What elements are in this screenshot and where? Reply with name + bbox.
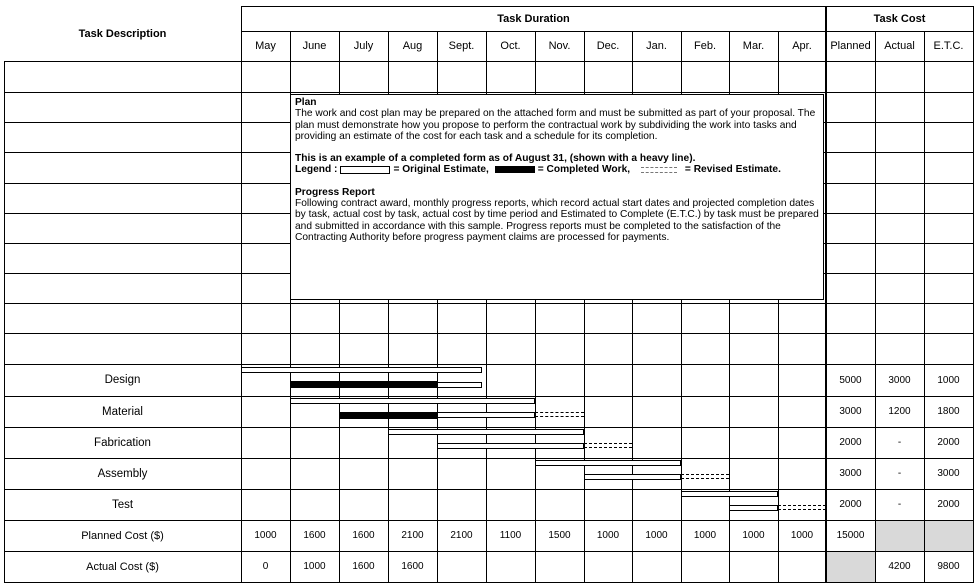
cost-column-header: Actual xyxy=(884,40,915,52)
etc-value: 1800 xyxy=(937,406,960,417)
month-header: Mar. xyxy=(742,40,765,52)
legend xyxy=(295,164,819,175)
test-revised-dashed-bar xyxy=(778,505,826,510)
cost-column-header: E.T.C. xyxy=(933,40,964,52)
grid-line-col xyxy=(241,6,242,583)
month-header: July xyxy=(353,40,374,52)
actual-cost-value: - xyxy=(897,437,902,448)
fabrication-revised-bar xyxy=(437,443,584,449)
planned-cost-month: 1000 xyxy=(693,530,717,541)
legend-revised: = Revised Estimate. xyxy=(684,164,781,176)
design-original-bar xyxy=(241,367,482,373)
etc-value: 3000 xyxy=(937,468,960,479)
planned-cost-value: 2000 xyxy=(839,499,862,510)
month-header: Feb. xyxy=(693,40,716,52)
plan-text: The work and cost plan may be prepared on the attached form and must be submitted as part of your proposal. The plan must demonstrate how you propose to perform the contractual work by subdividing the work into tasks and providing an estimate of the cost for each task and a schedule for its completion. xyxy=(295,108,816,142)
task-name: Test xyxy=(111,498,134,511)
etc-total: 9800 xyxy=(937,561,960,572)
actual-cost-month xyxy=(632,551,681,582)
actual-cost-value: 3000 xyxy=(888,374,911,386)
assembly-original-bar xyxy=(535,460,681,466)
actual-cost-month: 0 xyxy=(262,561,269,572)
shaded-cell-planned-total xyxy=(827,552,875,582)
actual-cost-month xyxy=(535,551,584,582)
design-revised-bar xyxy=(437,382,482,388)
month-header: Oct. xyxy=(500,40,521,52)
actual-cost-month xyxy=(486,551,535,582)
material-original-bar xyxy=(290,398,535,404)
planned-cost-month: 1000 xyxy=(596,530,620,541)
actual-cost-month xyxy=(584,551,632,582)
task-name: Material xyxy=(102,405,143,418)
actual-cost-value: - xyxy=(897,468,902,479)
task-duration-header: Task Duration xyxy=(497,12,570,25)
planned-cost-total: 15000 xyxy=(836,530,865,541)
legend-completed: = Completed Work, xyxy=(537,164,631,176)
task-name: Design xyxy=(104,374,141,386)
planned-cost-month: 1600 xyxy=(352,530,375,541)
actual-cost-month xyxy=(437,551,486,582)
grid-line-row xyxy=(4,92,974,93)
task-name: Fabrication xyxy=(94,436,151,449)
shaded-cell-actual-total xyxy=(876,521,924,551)
actual-cost-value: 1200 xyxy=(888,406,911,417)
actual-cost-month xyxy=(729,551,778,582)
planned-cost-month: 1000 xyxy=(790,530,814,541)
assembly-revised-bar xyxy=(584,474,681,480)
actual-cost-month xyxy=(681,551,729,582)
planned-cost-value: 3000 xyxy=(839,406,862,417)
planned-cost-value: 5000 xyxy=(839,374,862,386)
completed-work-swatch xyxy=(495,166,535,173)
planned-cost-month: 1000 xyxy=(742,530,765,541)
month-header: Jan. xyxy=(646,40,667,52)
legend-original: = Original Estimate, xyxy=(393,164,489,176)
month-header: Dec. xyxy=(596,40,620,52)
grid-line-row xyxy=(4,333,974,334)
instructions-box xyxy=(290,94,824,300)
etc-value: 2000 xyxy=(937,437,960,448)
planned-cost-month: 1000 xyxy=(645,530,668,541)
legend-label: Legend : xyxy=(295,164,338,176)
planned-cost-month: 2100 xyxy=(450,530,473,541)
planned-cost-value: 3000 xyxy=(839,468,862,479)
actual-cost-label: Actual Cost ($) xyxy=(86,560,159,573)
example-line: This is an example of a completed form as of August 31, (shown with a heavy line). xyxy=(295,153,696,165)
fabrication-revised-dashed-bar xyxy=(584,443,632,448)
task-cost-header: Task Cost xyxy=(873,12,926,25)
fabrication-original-bar xyxy=(388,429,584,435)
planned-cost-month: 1500 xyxy=(548,530,571,541)
design-completed-bar xyxy=(290,381,437,388)
task-name: Assembly xyxy=(97,467,148,480)
progress-text: Following contract award, monthly progress reports, which record actual start dates and projected completion dates by task, actual cost by task, actual cost by time period and Estimated to Complete (E.T.C.) by task must be prepared and submitted in accordance with this sample. Progress reports must be completed to the satisfaction of the Contracting Authority before progress payment claims are processed for payments. xyxy=(295,198,819,243)
shaded-cell-etc-total xyxy=(925,521,973,551)
test-original-bar xyxy=(681,491,778,497)
actual-cost-month xyxy=(778,551,826,582)
planned-cost-month: 2100 xyxy=(401,530,424,541)
revised-estimate-swatch xyxy=(641,167,677,173)
planned-cost-value: 2000 xyxy=(839,437,862,448)
material-revised-bar xyxy=(437,412,535,418)
actual-cost-month: 1600 xyxy=(352,561,375,572)
month-header: Aug xyxy=(402,40,423,52)
grid-line-row xyxy=(4,582,974,583)
assembly-revised-dashed-bar xyxy=(681,474,729,479)
actual-cost-month: 1000 xyxy=(303,561,326,572)
test-revised-bar xyxy=(729,505,778,511)
progress-title: Progress Report xyxy=(295,186,375,198)
material-completed-bar xyxy=(339,412,437,419)
grid-line-row xyxy=(4,61,974,62)
plan-title: Plan xyxy=(295,97,317,108)
month-header: Apr. xyxy=(792,40,812,52)
actual-cost-month: 1600 xyxy=(401,561,424,572)
month-header: June xyxy=(302,40,327,52)
month-header: May xyxy=(255,40,276,52)
etc-value: 1000 xyxy=(937,374,960,386)
planned-cost-month: 1100 xyxy=(499,530,522,541)
etc-value: 2000 xyxy=(937,499,960,510)
month-header: Sept. xyxy=(448,40,475,52)
planned-cost-month: 1000 xyxy=(254,530,277,541)
grid-line-row xyxy=(4,303,974,304)
original-estimate-swatch xyxy=(340,166,390,174)
actual-cost-total: 4200 xyxy=(888,561,911,572)
planned-cost-label: Planned Cost ($) xyxy=(81,529,164,542)
cost-column-header: Planned xyxy=(830,40,871,52)
actual-cost-value: - xyxy=(897,499,902,510)
month-header: Nov. xyxy=(548,40,571,52)
material-revised-dashed-bar xyxy=(535,412,584,417)
planned-cost-month: 1600 xyxy=(303,530,326,541)
task-description-header: Task Description xyxy=(78,27,167,40)
grid-line-col xyxy=(973,6,974,583)
